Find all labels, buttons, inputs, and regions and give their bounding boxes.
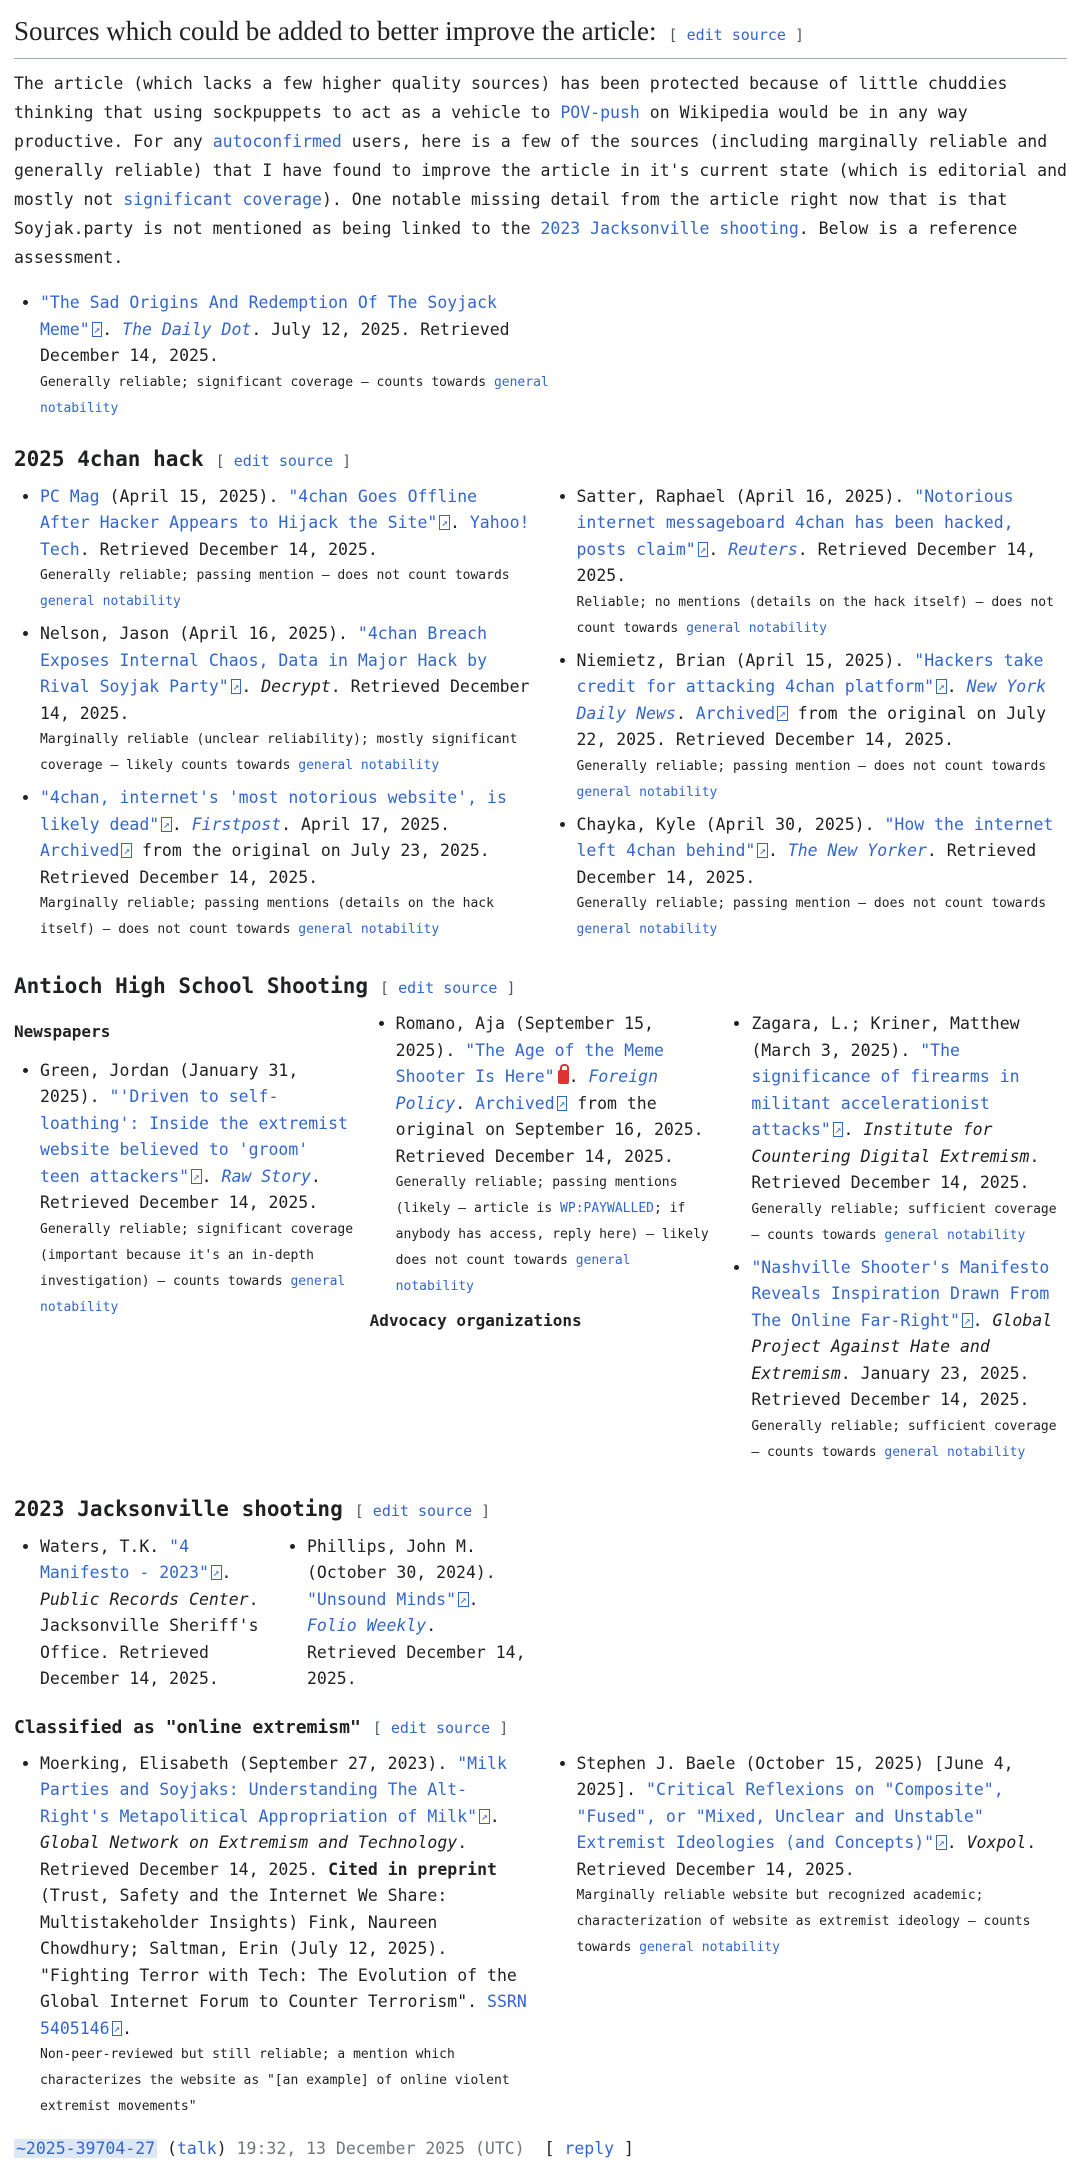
general-notability-link[interactable]: general notability: [576, 784, 718, 800]
assessment-note: Generally reliable; passing mention – does not count towards general notability: [576, 896, 1047, 937]
first-source-list: [14, 290, 560, 422]
column-left: [14, 1751, 531, 2127]
column-1: [14, 1534, 267, 1699]
list-item: • Phillips, John M. (October 30, 2024). "Unsound Minds" ↗ . Folio Weekly. Retrieved December 14, 2025.: [307, 1534, 534, 1693]
edit-source-link: [ edit source ]: [668, 26, 804, 44]
list-item: • Nelson, Jason (April 16, 2025). "4chan Breach Exposes Internal Chaos, Data in Major Hack by Rival Soyjak Party" ↗ . Decrypt. Retrieved December 14, 2025. Marginally reliable (unclear reliability); mostly significant coverage – likely counts towards general notability: [40, 621, 531, 779]
edit-source-button[interactable]: edit source: [390, 1718, 491, 1737]
list-item: • Satter, Raphael (April 16, 2025). "Notorious internet messageboard 4chan has been hacked, posts claim" ↗ . Reuters. Retrieved December 14, 2025. Reliable; no mentions (details on the hack itself) – does not count towards general notability: [577, 484, 1068, 642]
significant-coverage-link[interactable]: significant coverage: [123, 190, 322, 209]
section-heading-jacksonville: 2023 Jacksonville shooting [ edit source ]: [14, 1496, 491, 1521]
list-item: • Romano, Aja (September 15, 2025). "The Age of the Meme Shooter Is Here" . Foreign Policy. Archived ↗ from the original on September 16, 2025. Retrieved December 14, 2025. Generally reliable; passing mentions (likely – article is WP:PAYWALLED; if anybody has access, reply here) – likely does not count towards general notability: [396, 1011, 712, 1300]
source-title-link[interactable]: "4chan Breach Exposes Internal Chaos, Data in Major Hack by Rival Soyjak Party" ↗: [40, 624, 487, 696]
source-title-link[interactable]: "Notorious internet messageboard 4chan has been hacked, posts claim" ↗: [577, 487, 1014, 559]
general-notability-link[interactable]: general notability: [298, 922, 440, 937]
publisher-link[interactable]: New York Daily News: [576, 677, 1047, 723]
lock-icon: [558, 1070, 569, 1084]
subheading-newspapers: Newspapers: [14, 1022, 111, 1041]
publisher-link[interactable]: Foreign Policy: [395, 1067, 659, 1113]
list-item: • "The Sad Origins And Redemption Of The Soyjack Meme" ↗ . The Daily Dot. July 12, 2025. Retrieved December 14, 2025. Generally reliable; significant coverage – counts towards general notability: [40, 290, 560, 422]
source-title-link[interactable]: "How the internet left 4chan behind" ↗: [577, 815, 1054, 861]
section-heading-extremism: Classified as "online extremism" [ edit source ]: [14, 1716, 509, 1738]
list-item: • Stephen J. Baele (October 15, 2025) [June 4, 2025]. "Critical Reflexions on "Composite", "Fused", or "Mixed, Unclear and Unstable" Extremist Ideologies (and Concepts)" ↗ . Voxpol. Retrieved December 14, 2025. Marginally reliable website but recognized academic; characterization of website as extremist ideology – counts towards general notability: [577, 1751, 1068, 1962]
archived-link[interactable]: Archived ↗: [696, 704, 788, 723]
pov-push-link[interactable]: POV-push: [560, 103, 640, 122]
column-right: [551, 1751, 1068, 2127]
column-2: [370, 1011, 712, 1472]
assessment-note: Generally reliable; sufficient coverage – counts towards general notability: [751, 1418, 1057, 1460]
list-item: • Niemietz, Brian (April 15, 2025). "Hackers take credit for attacking 4chan platform" ↗ . New York Daily News. Archived ↗ from the original on July 22, 2025. Retrieved December 14, 2025. Generally reliable; passing mention – does not count towards general notability: [577, 648, 1068, 806]
edit-source-button[interactable]: edit source: [233, 451, 334, 470]
autoconfirmed-link[interactable]: autoconfirmed: [212, 132, 342, 151]
general-notability-link[interactable]: general notability: [298, 758, 440, 773]
publisher-link[interactable]: Yahoo! Tech: [40, 513, 530, 559]
general-notability-link[interactable]: general notability: [884, 1227, 1026, 1243]
talk-link[interactable]: talk: [176, 2139, 217, 2158]
source-title-link[interactable]: "Unsound Minds" ↗: [307, 1590, 469, 1609]
assessment-note: Generally reliable; passing mention – does not count towards general notability: [40, 568, 510, 609]
list-item: • Green, Jordan (January 31, 2025). "'Driven to self-loathing': Inside the extremist website believed to 'groom' teen attackers" ↗ . Raw Story. Retrieved December 14, 2025. Generally reliable; significant coverage (important because it's an in-depth investigation) – counts towards general notability: [40, 1058, 356, 1321]
assessment-note: Generally reliable; significant coverage – counts towards general notability: [40, 374, 549, 416]
publisher-link[interactable]: The Daily Dot: [122, 319, 252, 339]
source-title-link[interactable]: "Critical Reflexions on "Composite", "Fused", or "Mixed, Unclear and Unstable" Extremist Ideologies (and Concepts)" ↗: [577, 1780, 1004, 1852]
source-title-link[interactable]: "The Sad Origins And Redemption Of The Soyjack Meme" ↗: [40, 293, 497, 339]
archived-link[interactable]: Archived ↗: [40, 841, 132, 860]
ssrn-link[interactable]: SSRN 5405146 ↗: [40, 1992, 527, 2038]
general-notability-link[interactable]: general notability: [884, 1444, 1026, 1460]
edit-source-button[interactable]: edit source: [686, 26, 786, 44]
list-item: • PC Mag (April 15, 2025). "4chan Goes Offline After Hacker Appears to Hijack the Site" ↗ . Yahoo! Tech. Retrieved December 14, 2025. Generally reliable; passing mention – does not count towards general notability: [40, 484, 531, 616]
user-link[interactable]: ~2025-39704-27: [16, 2139, 156, 2158]
extremism-sources: [14, 1751, 1067, 2127]
column-right: [551, 484, 1068, 950]
jacksonville-link[interactable]: 2023 Jacksonville shooting: [540, 219, 799, 238]
assessment-note: Reliable; no mentions (details on the hack itself) – does not count towards general notability: [576, 594, 1054, 636]
source-title-link[interactable]: "4chan Goes Offline After Hacker Appears to Hijack the Site" ↗: [40, 487, 477, 533]
list-item: • Chayka, Kyle (April 30, 2025). "How the internet left 4chan behind" ↗ . The New Yorker. Retrieved December 14, 2025. Generally reliable; passing mention – does not count towards general notability: [577, 812, 1068, 944]
publisher-link[interactable]: Firstpost: [191, 814, 282, 834]
edit-source-button[interactable]: edit source: [398, 979, 498, 997]
list-item: • Zagara, L.; Kriner, Matthew (March 3, 2025). "The significance of firearms in militant accelerationist attacks" ↗ . Institute for Countering Digital Extremism. Retrieved December 14, 2025. Generally reliable; sufficient coverage – counts towards general notability: [751, 1011, 1067, 1249]
4chan-sources: [14, 484, 1067, 950]
archived-link[interactable]: Archived ↗: [475, 1094, 567, 1113]
section-heading-antioch: Antioch High School Shooting [ edit source ]: [14, 974, 516, 998]
signature: ~2025-39704-27 (talk) 19:32, 13 December 2025 (UTC) [ reply ]: [16, 2139, 634, 2158]
list-item: • "4chan, internet's 'most notorious website', is likely dead" ↗ . Firstpost. April 17, 2025. Archived ↗ from the original on July 23, 2025. Retrieved December 14, 2025. Marginally reliable; passing mentions (details on the hack itself) – does not count towards general notability: [40, 785, 531, 943]
assessment-note: Generally reliable; passing mentions (likely – article is WP:PAYWALLED; if anybody has access, reply here) – likely does not count towards general notability: [395, 1175, 709, 1294]
assessment-note: Generally reliable; passing mention – does not count towards general notability: [576, 758, 1047, 800]
assessment-note: Marginally reliable; passing mentions (details on the hack itself) – does not count towards general notability: [40, 896, 494, 937]
general-notability-link[interactable]: general notability: [40, 1273, 346, 1315]
general-notability-link[interactable]: general notability: [576, 922, 718, 937]
publisher-link[interactable]: Folio Weekly: [307, 1616, 427, 1635]
column-1: [14, 1011, 356, 1472]
subheading-advocacy: Advocacy organizations: [369, 1311, 582, 1330]
list-item: • Waters, T.K. "4 Manifesto - 2023" ↗ . Public Records Center. Jacksonville Sheriff's Office. Retrieved December 14, 2025.: [40, 1534, 267, 1693]
jacksonville-sources: [14, 1534, 534, 1699]
assessment-note: Marginally reliable website but recognized academic; characterization of website as extremist ideology – counts towards general notability: [576, 1888, 1031, 1955]
publisher-link[interactable]: PC Mag: [40, 486, 100, 506]
assessment-note: Generally reliable; sufficient coverage – counts towards general notability: [751, 1201, 1057, 1243]
general-notability-link[interactable]: general notability: [40, 594, 181, 609]
antioch-sources: [14, 1011, 1067, 1472]
general-notability-link[interactable]: general notability: [639, 1940, 781, 1955]
source-title-link[interactable]: "Hackers take credit for attacking 4chan platform" ↗: [577, 651, 1044, 697]
source-title-link[interactable]: "'Driven to self-loathing': Inside the extremist website believed to 'groom' teen attackers" ↗: [40, 1087, 348, 1186]
source-title-link[interactable]: "Milk Parties and Soyjaks: Understanding The Alt-Right's Metapolitical Appropriation of Milk" ↗: [40, 1754, 507, 1826]
source-title-link[interactable]: "4chan, internet's 'most notorious website', is likely dead" ↗: [40, 788, 507, 834]
column-3: [725, 1011, 1067, 1472]
source-title-link[interactable]: "Nashville Shooter's Manifesto Reveals Inspiration Drawn From The Online Far-Right" ↗: [751, 1258, 1049, 1330]
assessment-note: Non-peer-reviewed but still reliable; a mention which characterizes the website as "[an example] of online violent extremist movements": [40, 2047, 510, 2114]
timestamp: 19:32, 13 December 2025 (UTC): [236, 2139, 525, 2158]
section-heading-sources: Sources which could be added to better improve the article: [ edit source ]: [14, 14, 1067, 59]
source-title-link[interactable]: "The significance of firearms in militant accelerationist attacks" ↗: [751, 1041, 1019, 1140]
list-item: • Moerking, Elisabeth (September 27, 2023). "Milk Parties and Soyjaks: Understanding The Alt-Right's Metapolitical Appropriation of Milk" ↗ . Global Network on Extremism and Technology. Retrieved December 14, 2025. Cited in preprint (Trust, Safety and the Internet We Share: Multistakeholder Insights) Fink, Naureen Chowdhury; Saltman, Erin (July 12, 2025). "Fighting Terror with Tech: The Evolution of the Global Internet Forum to Counter Terrorism". SSRN 5405146 ↗ . Non-peer-reviewed but still reliable; a mention which characterizes the website as "[an example] of online violent extremist movements": [40, 1751, 531, 2121]
list-item: • "Nashville Shooter's Manifesto Reveals Inspiration Drawn From The Online Far-Right" ↗ . Global Project Against Hate and Extremism. January 23, 2025. Retrieved December 14, 2025. Generally reliable; sufficient coverage – counts towards general notability: [751, 1255, 1067, 1466]
source-title-link[interactable]: "The Age of the Meme Shooter Is Here": [395, 1040, 664, 1086]
publisher-link[interactable]: Raw Story: [221, 1166, 311, 1186]
intro-paragraph: The article (which lacks a few higher quality sources) has been protected because of little chuddies thinking that using sockpuppets to act as a vehicle to POV-push on Wikipedia would be in any way productive. For any autoconfirmed users, here is a few of the sources (including marginally reliable and generally reliable) that I have found to improve the article in it's current state (which is editorial and mostly not significant coverage). One notable missing detail from the article right now that is that Soyjak.party is not mentioned as being linked to the 2023 Jacksonville shooting. Below is a reference assessment.: [14, 74, 1067, 267]
column-left: [14, 484, 531, 950]
assessment-note: Generally reliable; significant coverage (important because it's an in-depth investigation) – counts towards general notability: [40, 1221, 354, 1315]
reply-button[interactable]: reply: [564, 2139, 615, 2158]
general-notability-link[interactable]: general notability: [686, 620, 827, 636]
publisher-link[interactable]: Reuters: [728, 539, 798, 559]
general-notability-link[interactable]: general notability: [395, 1253, 631, 1294]
paywalled-link[interactable]: WP:PAYWALLED: [560, 1201, 654, 1216]
column-2: [281, 1534, 534, 1699]
source-title-link[interactable]: "4 Manifesto - 2023" ↗: [40, 1537, 222, 1583]
assessment-note: Marginally reliable (unclear reliability); mostly significant coverage – likely counts towards general notability: [40, 732, 518, 773]
general-notability-link[interactable]: general notability: [40, 374, 549, 416]
publisher-link[interactable]: The New Yorker: [787, 841, 927, 860]
edit-source-button[interactable]: edit source: [372, 1501, 473, 1520]
section-heading-4chan-hack: 2025 4chan hack [ edit source ]: [14, 446, 352, 471]
